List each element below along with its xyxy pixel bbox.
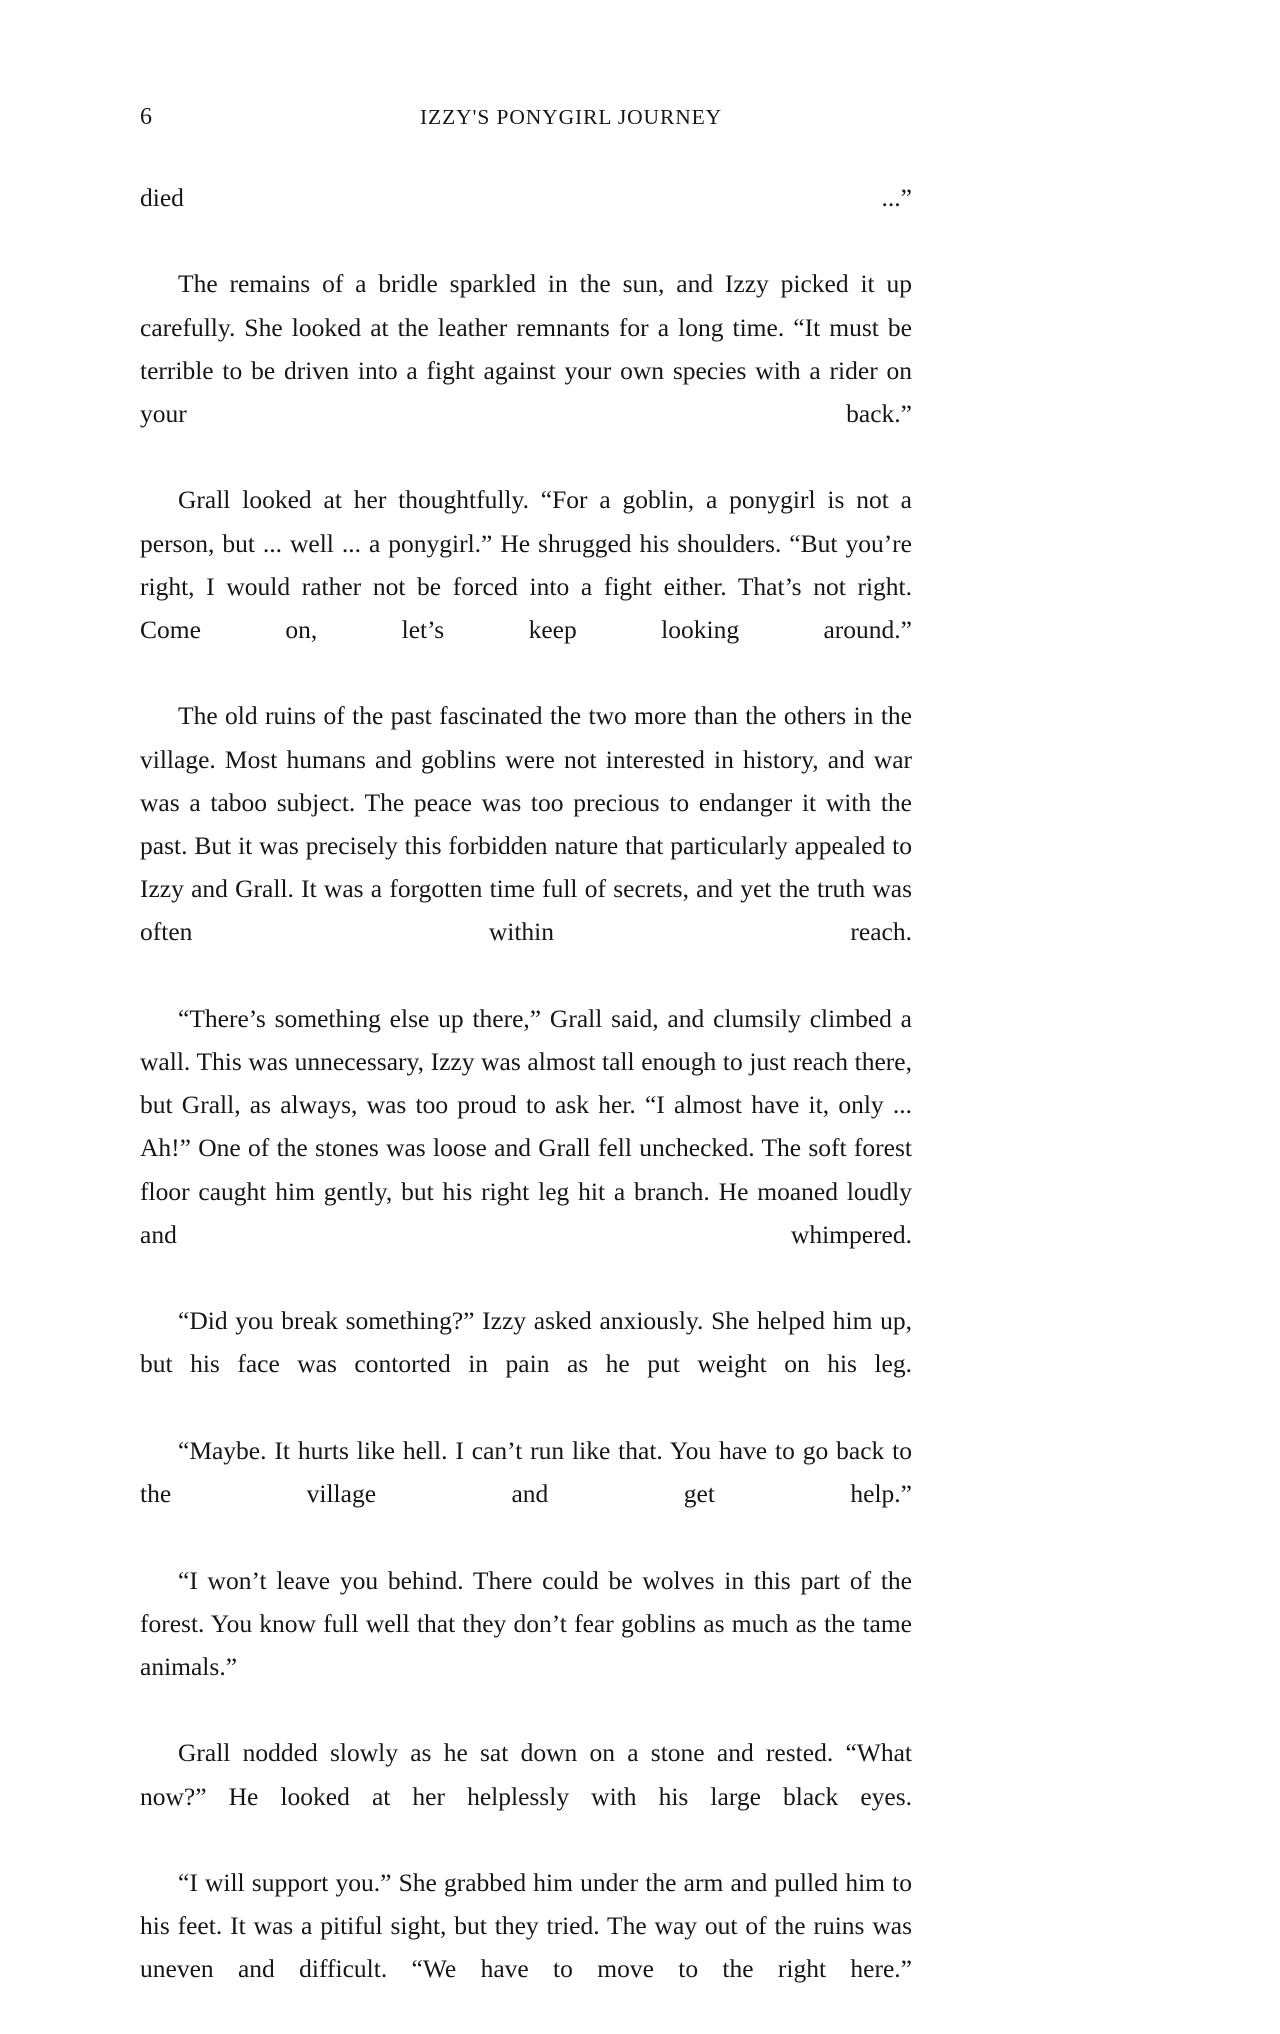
paragraph: The remains of a bridle sparkled in the sun, and Izzy picked it up carefully. She looked at the leather remnants for a long time. “It must be terrible to be driven into a fight against your own species with a rider on your back.” [140,269,912,429]
page-number: 6 [140,104,153,130]
paragraph: “I will support you.” She grabbed him under the arm and pulled him to his feet. It was a pitiful sight, but they tried. The way out of the ruins was uneven and difficult. “We have to move to the right here.” [140,1867,912,1984]
running-head [140,100,912,134]
paragraph: “Did you break something?” Izzy asked anxiously. She helped him up, but his face was contorted in pain as he put weight on his leg. [140,1306,912,1379]
paragraph: Grall looked at her thoughtfully. “For a goblin, a ponygirl is not a person, but ... well ... a ponygirl.” He shrugged his shoulders. “But you’re right, I would rather not be forced into a fight either. That’s not right. Come on, let’s keep looking around.” [140,485,912,645]
paragraph: died ...” [140,183,912,212]
running-title: IZZY'S PONYGIRL JOURNEY [420,105,723,129]
paragraph: Grall nodded slowly as he sat down on a stone and rested. “What now?” He looked at her helplessly with his large black eyes. [140,1738,912,1811]
paragraph: The old ruins of the past fascinated the two more than the others in the village. Most humans and goblins were not interested in history, and war was a taboo subject. The peace was too precious to endanger it with the past. But it was precisely this forbidden nature that particularly appealed to Izzy and Grall. It was a forgotten time full of secrets, and yet the truth was often within reach. [140,701,912,947]
body-text-block [140,176,912,2034]
paragraph: “Maybe. It hurts like hell. I can’t run like that. You have to go back to the village and get help.” [140,1435,912,1509]
paragraph: “There’s something else up there,” Grall said, and clumsily climbed a wall. This was unnecessary, Izzy was almost tall enough to just reach there, but Grall, as always, was too proud to ask her. “I almost have it, only ... Ah!” One of the stones was loose and Grall fell unchecked. The soft forest floor caught him gently, but his right leg hit a branch. He moaned loudly and whimpered. [140,1003,912,1249]
paragraph: “I won’t leave you behind. There could be wolves in this part of the forest. You know full well that they don’t fear goblins as much as the tame animals.” [140,1565,912,1681]
